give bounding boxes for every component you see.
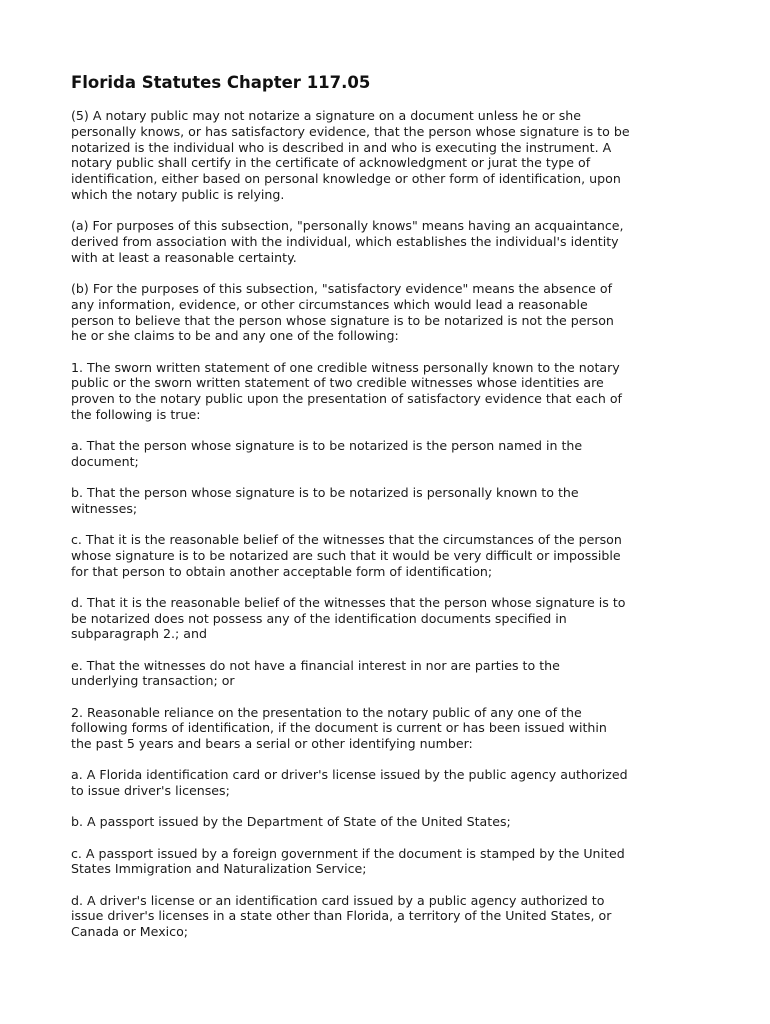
paragraph-subsection-a: (a) For purposes of this subsection, "personally knows" means having an acquaintance, derived from association with the individual, which establishes the individual's identity with at least a reasonable certainty. [71,218,624,265]
paragraph-item-1d: d. That it is the reasonable belief of the witnesses that the person whose signature is to be notarized does not possess any of the identification documents specified in subparagraph 2.; and [71,594,626,642]
document-page [71,72,631,955]
paragraph-item-2d: d. A driver's license or an identification card issued by a public agency authorized to issue driver's licenses in a state other than Florida, a territory of the United States, or Canada or Mexico; [71,892,612,940]
paragraph-item-2a: a. A Florida identification card or driver's license issued by the public agency authorized to issue driver's licenses; [71,767,628,799]
paragraph-item-1a: a. That the person whose signature is to be notarized is the person named in the document; [71,438,583,469]
paragraph-item-1c: c. That it is the reasonable belief of the witnesses that the circumstances of the person whose signature is to be notarized are such that it would be very difficult or impossible for that person to obtain another acceptable form of identification; [71,532,622,579]
paragraph-subsection-5: (5) A notary public may not notarize a signature on a document unless he or she personally knows, or has satisfactory evidence, that the person whose signature is to be notarized is the individual who is described in and who is executing the instrument. A notary public shall certify in the certificate of acknowledgment or jurat the type of identification, either based on personal knowledge or other form of identification, upon which the notary public is relying. [71,108,630,202]
paragraph-item-2c: c. A passport issued by a foreign government if the document is stamped by the United States Immigration and Naturalization Service; [71,845,625,877]
paragraph-subsection-b: (b) For the purposes of this subsection, "satisfactory evidence" means the absence of any information, evidence, or other circumstances which would lead a reasonable person to believe that the person whose signature is to be notarized is not the person he or she claims to be and any one of the following: [71,280,614,344]
paragraph-item-1: 1. The sworn written statement of one credible witness personally known to the notary public or the sworn written statement of two credible witnesses whose identities are proven to the notary public upon the presentation of satisfactory evidence that each of the following is true: [71,359,622,422]
paragraph-item-1b: b. That the person whose signature is to be notarized is personally known to the witnesses; [71,485,579,516]
document-title: Florida Statutes Chapter 117.05 [71,73,371,92]
paragraph-item-2: 2. Reasonable reliance on the presentation to the notary public of any one of the following forms of identification, if the document is current or has been issued within the past 5 years and bears a serial or other identifying number: [71,704,607,752]
paragraph-item-1e: e. That the witnesses do not have a financial interest in nor are parties to the underlying transaction; or [71,657,560,689]
paragraph-item-2b: b. A passport issued by the Department of State of the United States; [71,814,511,830]
